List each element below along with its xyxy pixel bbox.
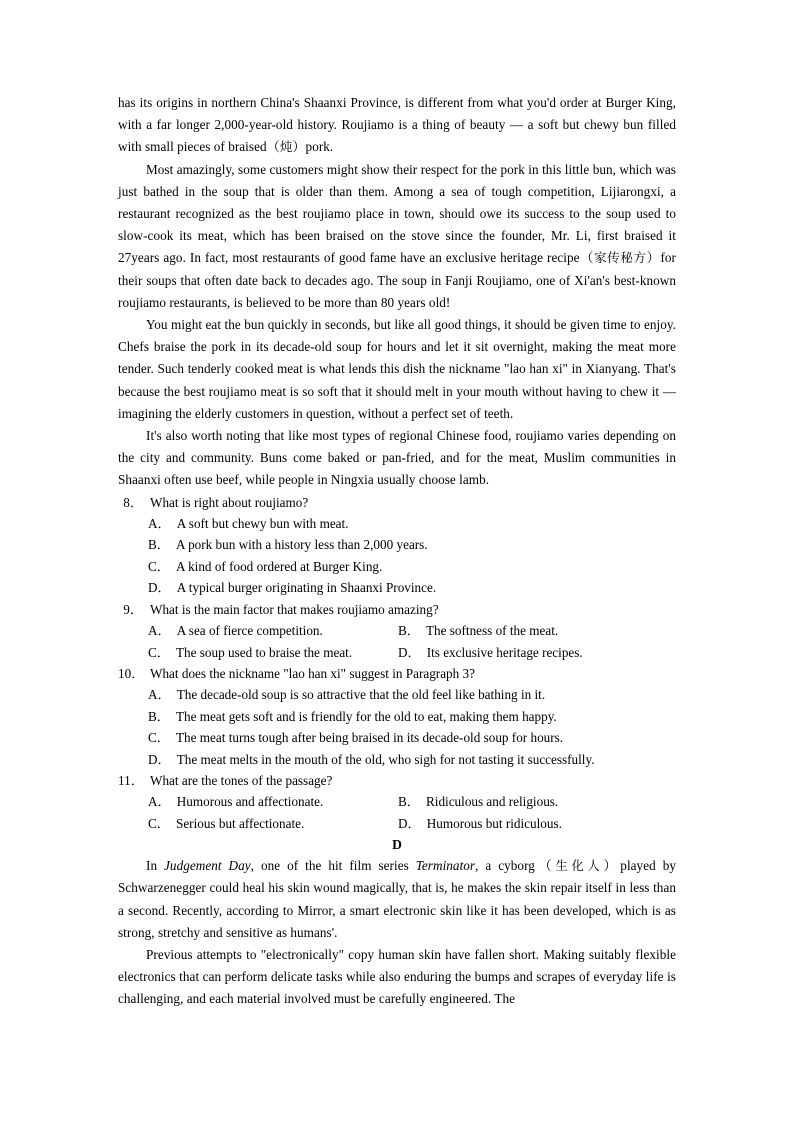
question-block (118, 663, 676, 770)
option-line[interactable] (118, 556, 676, 577)
question-stem: What is the main factor that makes roujiamo amazing? (150, 601, 439, 617)
option-cell[interactable] (148, 620, 398, 641)
option-cell[interactable] (398, 642, 648, 663)
option-row (118, 813, 676, 834)
question-number: 9． (123, 601, 143, 617)
option-item[interactable] (148, 752, 595, 767)
option-line[interactable] (118, 706, 676, 727)
chinese-gloss: 生化人 (555, 858, 604, 874)
option-item[interactable] (398, 623, 558, 638)
option-label: A． (148, 794, 171, 810)
option-item[interactable] (398, 645, 583, 660)
question-stem-line (118, 663, 676, 684)
passage-paragraph-p3: You might eat the bun quickly in seconds, but like all good things, it should be given time to enjoy. Chefs braise the pork in its decade-old soup for hours and let it sit overnight, making the meat more tender. Such tenderly cooked meat is what lends this dish the nickname "lao han xi" in Xianyang. That's because the best roujiamo meat is so soft that it should melt in your mouth without having to chew it — imagining the elderly customers in question, without a perfect set of teeth. (118, 317, 676, 421)
italic-title: Terminator (415, 858, 476, 874)
option-item[interactable] (148, 730, 563, 745)
passage-paragraph-p2: Most amazingly, some customers might show their respect for the pork in this little bun, which was just bathed in the soup that is older than them. Among a sea of tough competition, Lijiarongxi, a restaurant recognized as the best roujiamo place in town, should owe its success to the soup used to slow-cook its meat, which has been braised on the stove since the founder, Mr. Li, first braised it 27years ago. In fact, most restaurants of good fame have an exclusive heritage recipe（家传秘方）for their soups that often date back to decades ago. The soup in Fanji Roujiamo, one of Xi'an's best-known roujiamo restaurants, is believed to be more than 80 years old! (118, 161, 676, 310)
section-d-paragraph-d1: In Judgement Day, one of the hit film series Terminator, a cyborg（生化人）played by Schwarzenegger could heal his skin wound magically, that is, he makes the skin repair itself in less than a second. Recently, according to Mirror, a smart electronic skin like it has been developed, which is as strong, stretchy and sensitive as humans'. (118, 858, 676, 940)
passage-c-body (118, 92, 676, 492)
question-block (118, 770, 676, 834)
question-number: 10． (118, 665, 145, 681)
question-stem-line (118, 770, 676, 791)
option-label: C． (148, 815, 170, 831)
option-text: The decade-old soup is so attractive that the old feel like bathing in it. (176, 687, 546, 703)
option-label: D． (148, 580, 171, 596)
question-block (118, 492, 676, 599)
option-label: C． (148, 644, 170, 660)
option-cell[interactable] (398, 620, 648, 641)
option-cell[interactable] (398, 791, 648, 812)
option-label: A． (148, 687, 171, 703)
option-text: A sea of fierce competition. (176, 623, 323, 639)
option-item[interactable] (148, 687, 545, 702)
question-stem-line (118, 599, 676, 620)
option-cell[interactable] (148, 791, 398, 812)
question-block (118, 599, 676, 663)
passage-paragraph-p1: has its origins in northern China's Shaanxi Province, is different from what you'd order at Burger King, with a far longer 2,000-year-old history. Roujiamo is a thing of beauty — a soft but chewy bun filled with small pieces of braised（炖）pork. (118, 95, 676, 155)
option-item[interactable] (148, 580, 436, 595)
option-line[interactable] (118, 513, 676, 534)
option-label: A． (148, 623, 171, 639)
option-item[interactable] (148, 709, 557, 724)
option-label: A． (148, 516, 171, 532)
option-text: Serious but affectionate. (175, 815, 305, 831)
option-text: A soft but chewy bun with meat. (176, 516, 349, 532)
option-item[interactable] (148, 516, 349, 531)
option-cell[interactable] (148, 813, 398, 834)
chinese-gloss: 炖 (279, 139, 293, 155)
option-item[interactable] (148, 794, 323, 809)
option-text: The meat gets soft and is friendly for the old to eat, making them happy. (175, 708, 557, 724)
option-line[interactable] (118, 577, 676, 598)
question-stem: What are the tones of the passage? (150, 772, 333, 788)
option-text: Its exclusive heritage recipes. (426, 644, 583, 660)
option-item[interactable] (398, 816, 562, 831)
chinese-gloss: 家传秘方 (594, 250, 647, 266)
option-text: The meat turns tough after being braised in its decade-old soup for hours. (175, 730, 564, 746)
option-line[interactable] (118, 727, 676, 748)
option-label: D． (148, 751, 171, 767)
option-label: D． (398, 815, 421, 831)
question-stem-line (118, 492, 676, 513)
option-cell[interactable] (148, 642, 398, 663)
italic-title: Judgement Day (164, 858, 251, 874)
option-item[interactable] (148, 537, 428, 552)
section-d-body (118, 855, 676, 1010)
option-label: B． (148, 708, 170, 724)
question-stem: What is right about roujiamo? (150, 494, 309, 510)
option-text: Humorous but ridiculous. (426, 815, 562, 831)
option-text: The meat melts in the mouth of the old, who sigh for not tasting it successfully. (176, 751, 595, 767)
option-text: Ridiculous and religious. (425, 794, 559, 810)
option-label: B． (398, 794, 420, 810)
question-stem: What does the nickname "lao han xi" suggest in Paragraph 3? (150, 665, 475, 681)
option-text: A pork bun with a history less than 2,000 years. (175, 537, 428, 553)
option-row (118, 642, 676, 663)
section-d-paragraph-d2: Previous attempts to "electronically" copy human skin have fallen short. Making suitably flexible electronics that can perform delicate tasks while also enduring the bumps and scrapes of everyday life is challenging, and each material involved must be carefully engineered. The (118, 946, 676, 1007)
option-text: Humorous and affectionate. (176, 794, 324, 810)
option-line[interactable] (118, 684, 676, 705)
option-line[interactable] (118, 534, 676, 555)
option-item[interactable] (148, 816, 304, 831)
option-row (118, 620, 676, 641)
option-label: B． (148, 537, 170, 553)
option-label: D． (398, 644, 421, 660)
option-line[interactable] (118, 749, 676, 770)
option-item[interactable] (148, 559, 382, 574)
option-cell[interactable] (398, 813, 648, 834)
question-number: 11． (118, 772, 144, 788)
passage-paragraph-p4: It's also worth noting that like most types of regional Chinese food, roujiamo varies depending on the city and community. Buns come baked or pan-fried, and for the meat, Muslim communities in Shaanxi often use beef, while people in Ningxia usually choose lamb. (118, 428, 676, 488)
page-content-column (118, 92, 676, 1011)
option-item[interactable] (148, 645, 352, 660)
question-number: 8． (123, 494, 143, 510)
option-label: C． (148, 730, 170, 746)
option-text: The soup used to braise the meat. (175, 644, 353, 660)
option-label: C． (148, 558, 170, 574)
option-row (118, 791, 676, 812)
section-d-heading: D (392, 837, 402, 853)
option-item[interactable] (148, 623, 323, 638)
option-text: A kind of food ordered at Burger King. (175, 558, 383, 574)
option-label: B． (398, 623, 420, 639)
question-list (118, 492, 676, 835)
option-text: A typical burger originating in Shaanxi Province. (176, 580, 437, 596)
option-item[interactable] (398, 794, 558, 809)
option-text: The softness of the meat. (425, 623, 559, 639)
